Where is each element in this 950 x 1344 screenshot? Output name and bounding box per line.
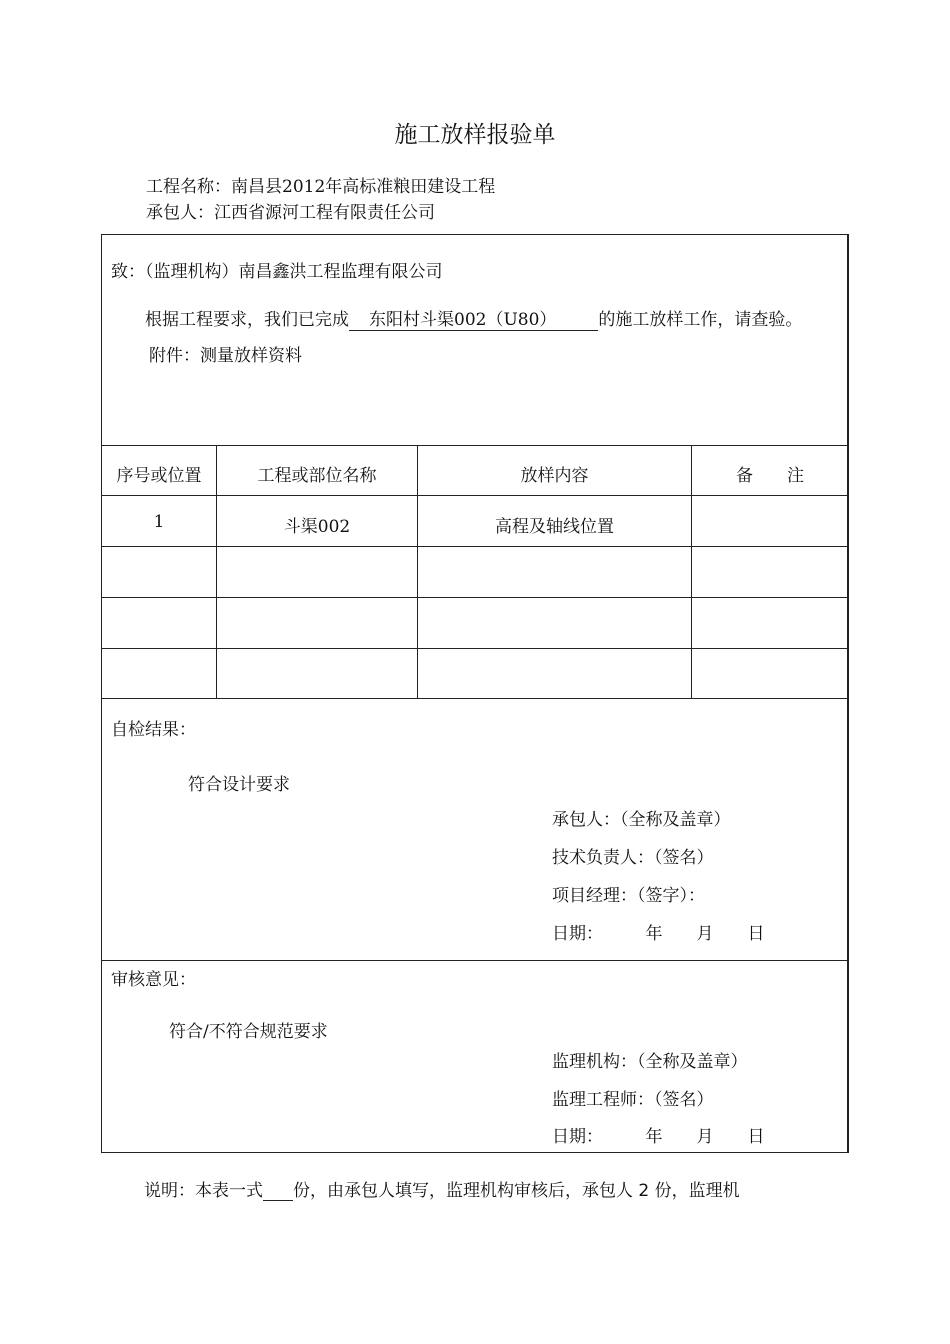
pm-sign: 项目经理：（签字）： bbox=[552, 886, 705, 906]
attachment-line: 附件：测量放样资料 bbox=[149, 346, 302, 366]
contractor-sign: 承包人：（全称及盖章） bbox=[552, 810, 731, 830]
table-top-rule bbox=[102, 445, 848, 446]
footer-suffix: 份，由承包人填写，监理机构审核后，承包人 2 份，监理机 bbox=[293, 1181, 740, 1201]
contractor-label: 承包人： bbox=[146, 203, 214, 223]
contractor-name: 江西省源河工程有限责任公司 bbox=[214, 203, 435, 223]
request-prefix: 根据工程要求，我们已完成 bbox=[145, 310, 349, 330]
table-row-rule bbox=[102, 597, 848, 598]
copies-blank bbox=[263, 1182, 293, 1201]
project-label: 工程名称： bbox=[146, 177, 231, 197]
table-cell: 1 bbox=[153, 512, 165, 532]
table-header-rule bbox=[102, 495, 848, 496]
project-name: 南昌县2012年高标准粮田建设工程 bbox=[231, 177, 496, 197]
table-row-rule bbox=[102, 648, 848, 649]
table-cell: 高程及轴线位置 bbox=[495, 517, 614, 537]
table-cell: 斗渠002 bbox=[283, 517, 351, 537]
table-row-rule bbox=[102, 546, 848, 547]
request-item: 东阳村斗渠002（U80） bbox=[349, 305, 598, 331]
section-divider bbox=[102, 960, 848, 961]
engineer-sign: 监理工程师：（签名） bbox=[552, 1090, 714, 1110]
contractor-line bbox=[146, 198, 435, 223]
tech-lead-sign: 技术负责人：（签名） bbox=[552, 848, 714, 868]
col-header-position: 序号或位置 bbox=[116, 466, 202, 486]
col-header-content: 放样内容 bbox=[520, 466, 589, 486]
review-result: 符合/不符合规范要求 bbox=[169, 1022, 328, 1042]
table-bottom-rule bbox=[102, 698, 848, 699]
to-line: 致：（监理机构）南昌鑫洪工程监理有限公司 bbox=[111, 262, 443, 282]
footer-note bbox=[144, 1176, 740, 1201]
self-check-date: 日期： 年 月 日 bbox=[552, 924, 765, 944]
project-line bbox=[146, 172, 495, 197]
col-header-remarks: 备 注 bbox=[736, 466, 804, 486]
request-suffix: 的施工放样工作，请查验。 bbox=[598, 310, 803, 330]
page-title: 施工放样报验单 bbox=[394, 122, 556, 148]
footer-prefix: 说明：本表一式 bbox=[144, 1181, 263, 1201]
col-header-part-name: 工程或部位名称 bbox=[257, 466, 377, 486]
self-check-label: 自检结果： bbox=[111, 720, 196, 740]
inspection-form bbox=[101, 234, 849, 1153]
review-label: 审核意见： bbox=[111, 970, 196, 990]
agency-sign: 监理机构：（全称及盖章） bbox=[552, 1052, 748, 1072]
self-check-result: 符合设计要求 bbox=[188, 775, 290, 795]
review-date: 日期： 年 月 日 bbox=[552, 1127, 765, 1147]
request-line bbox=[145, 305, 802, 331]
